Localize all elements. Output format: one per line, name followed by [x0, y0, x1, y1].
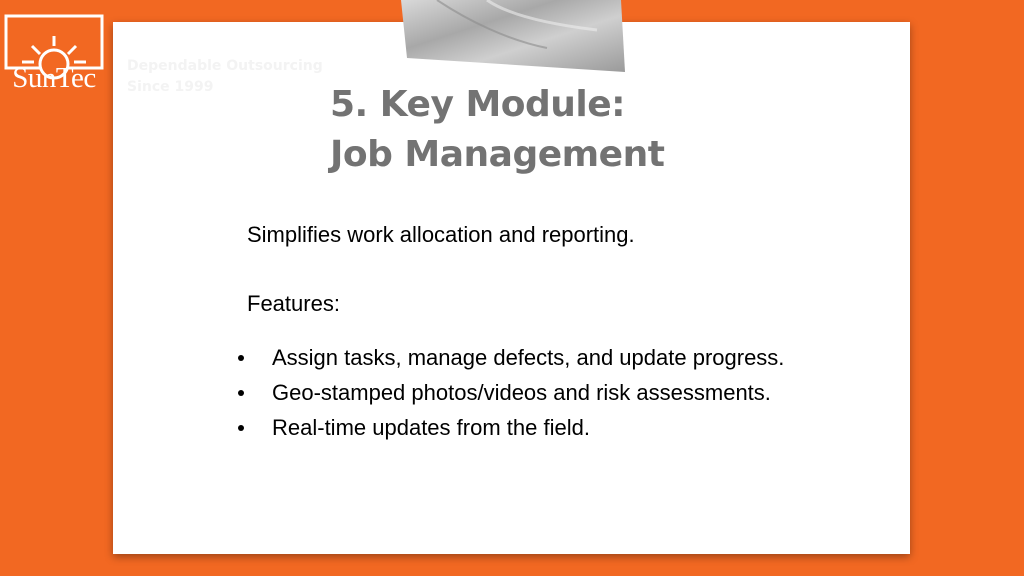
list-item-text: Geo-stamped photos/videos and risk assessments.	[272, 380, 771, 405]
features-list	[235, 340, 795, 445]
features-label: Features:	[247, 291, 340, 316]
slide-intro: Simplifies work allocation and reporting.	[247, 222, 635, 247]
title-line-2: Job Management	[330, 134, 665, 175]
list-item-text: Real-time updates from the field.	[272, 415, 590, 440]
bullet-icon	[238, 355, 244, 361]
bullet-icon	[238, 390, 244, 396]
company-tagline	[127, 56, 323, 98]
list-item-text: Assign tasks, manage defects, and update progress.	[272, 345, 785, 370]
list-item	[235, 340, 795, 375]
logo-wordmark: SunTec	[12, 62, 96, 94]
tagline-line-1: Dependable Outsourcing	[127, 58, 323, 74]
list-item	[235, 410, 795, 445]
tape-decoration-icon	[397, 0, 625, 72]
tagline-line-2: Since 1999	[127, 79, 214, 95]
title-line-1: 5. Key Module:	[330, 84, 626, 125]
bullet-icon	[238, 425, 244, 431]
list-item	[235, 375, 795, 410]
slide-title	[330, 80, 664, 180]
